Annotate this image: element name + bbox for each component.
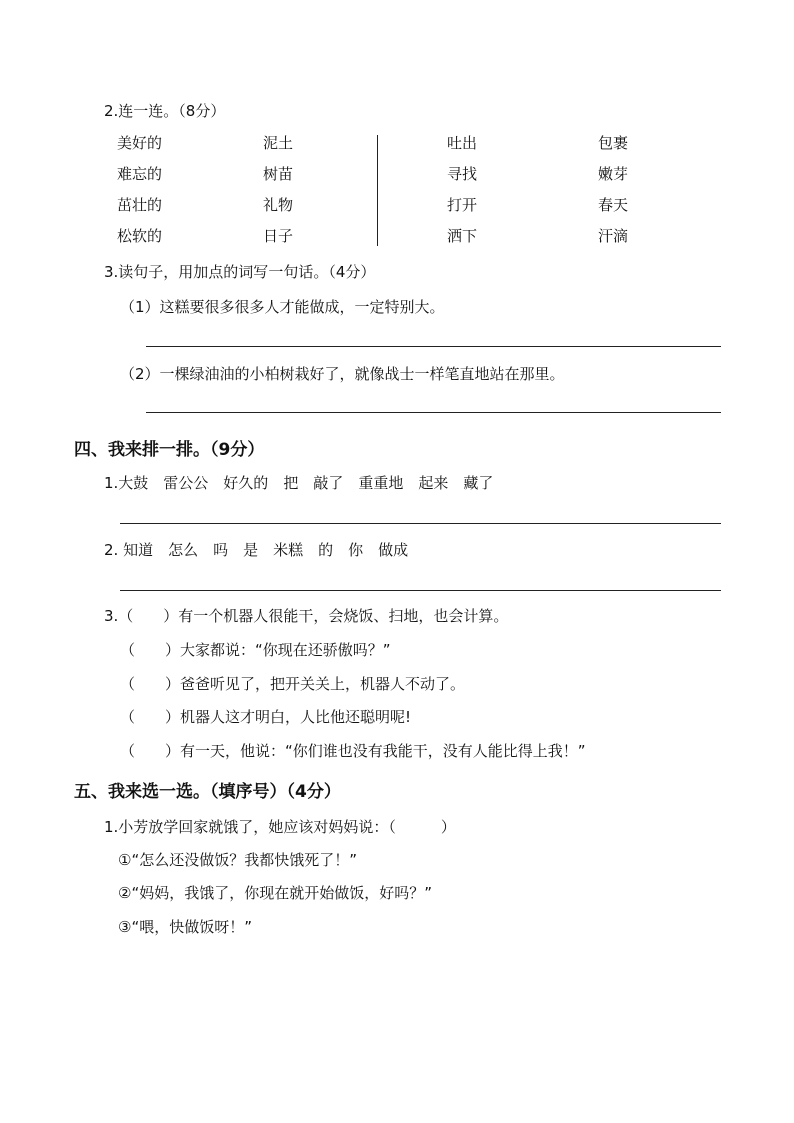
q2-right-verb: 洒下 (447, 227, 478, 245)
q3-sentence-1: （1）这糕要很多很多人才能做成，一定特别大。 (120, 298, 445, 316)
q2-right-noun: 包裹 (598, 134, 629, 152)
s4-order-item: （ ）爸爸听见了，把开关关上，机器人不动了。 (120, 675, 466, 693)
s5-option: ②“妈妈，我饿了，你现在就开始做饭，好吗？” (118, 884, 432, 902)
s4-order-item: （ ）大家都说：“你现在还骄傲吗？” (120, 641, 391, 659)
q2-right-verb: 吐出 (447, 134, 478, 152)
q2-title: 2.连一连。（8分） (104, 102, 226, 120)
answer-line[interactable] (120, 590, 721, 591)
s4-order-item: （ ）有一天，他说：“你们谁也没有我能干，没有人能比得上我！” (120, 742, 586, 760)
answer-line[interactable] (120, 523, 721, 524)
q2-left-word: 难忘的 (117, 165, 163, 183)
s5-question: 1.小芳放学回家就饿了，她应该对妈妈说：（ ） (104, 818, 456, 836)
s4-item-2: 2. 知道 怎么 吗 是 米糕 的 你 做成 (104, 541, 409, 559)
s4-order-item: 3.（ ）有一个机器人很能干，会烧饭、扫地，也会计算。 (104, 607, 509, 625)
q2-left-word: 松软的 (117, 227, 163, 245)
s5-option: ①“怎么还没做饭？我都快饿死了！” (118, 851, 357, 869)
q3-title: 3.读句子，用加点的词写一句话。（4分） (104, 263, 376, 281)
s4-order-item: （ ）机器人这才明白，人比他还聪明呢! (120, 708, 412, 726)
section-5-heading: 五、我来选一选。（填序号）（4分） (74, 782, 341, 802)
s4-item-1: 1.大鼓 雷公公 好久的 把 敲了 重重地 起来 藏了 (104, 474, 494, 492)
s5-option: ③“喂，快做饭呀！” (118, 918, 252, 936)
q2-left-noun: 泥土 (263, 134, 294, 152)
column-divider (377, 135, 378, 246)
q2-left-noun: 日子 (263, 227, 294, 245)
q2-right-noun: 嫩芽 (598, 165, 629, 183)
q3-sentence-2: （2）一棵绿油油的小柏树栽好了，就像战士一样笔直地站在那里。 (120, 365, 565, 383)
q2-right-verb: 打开 (447, 196, 478, 214)
q2-right-noun: 春天 (598, 196, 629, 214)
q2-right-noun: 汗滴 (598, 227, 629, 245)
section-4-heading: 四、我来排一排。（9分） (74, 440, 265, 460)
answer-line[interactable] (146, 412, 721, 413)
q2-left-word: 茁壮的 (117, 196, 163, 214)
q2-right-verb: 寻找 (447, 165, 478, 183)
answer-line[interactable] (146, 346, 721, 347)
q2-left-noun: 礼物 (263, 196, 294, 214)
q2-left-word: 美好的 (117, 134, 163, 152)
q2-left-noun: 树苗 (263, 165, 294, 183)
